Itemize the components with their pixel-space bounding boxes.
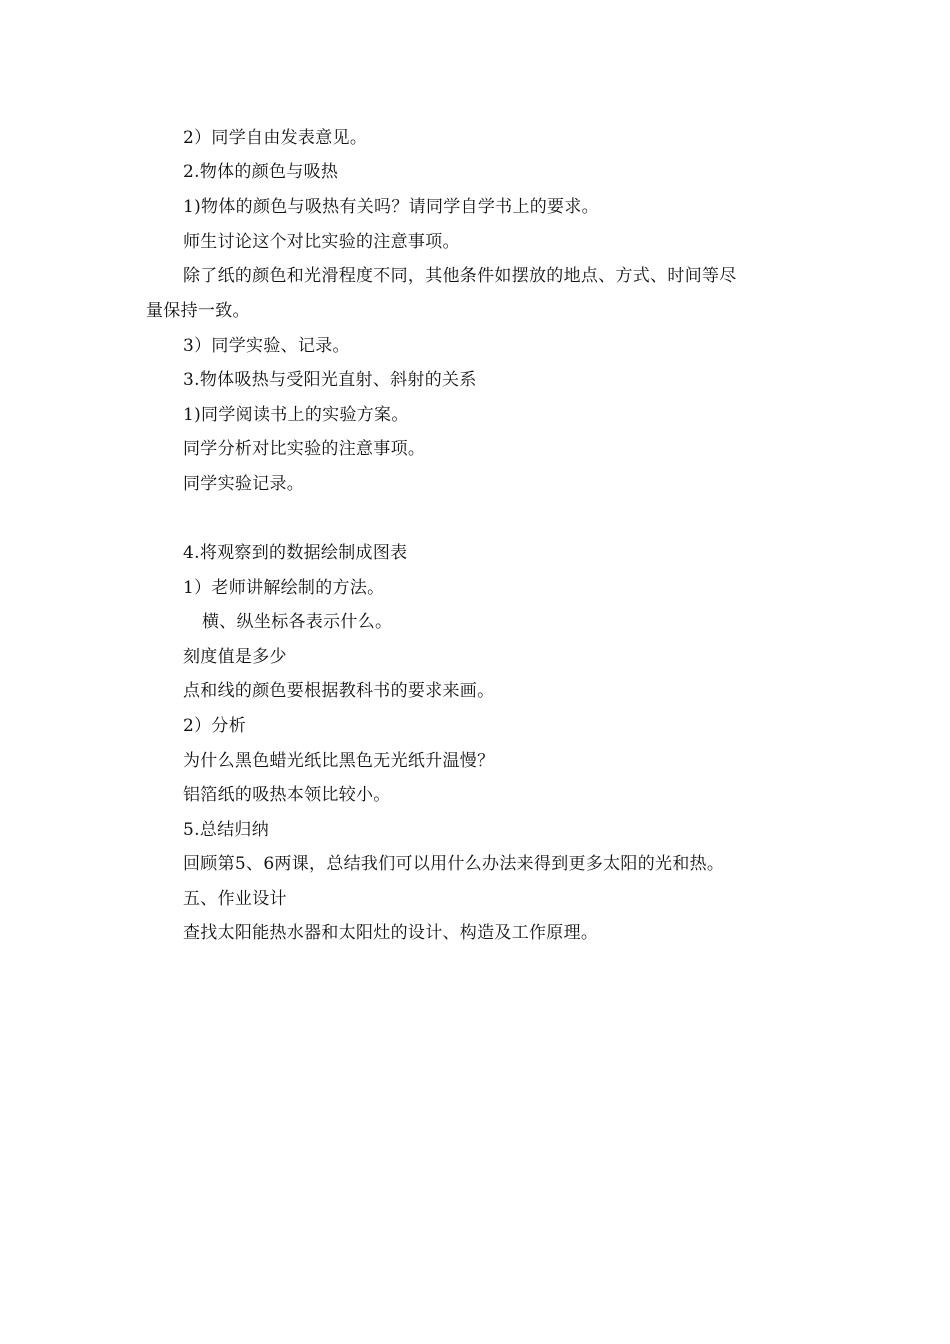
text-line: 师生讨论这个对比实验的注意事项。	[183, 232, 460, 252]
text-line: 2）分析	[183, 716, 247, 736]
text-line: 同学实验记录。	[183, 474, 305, 494]
text-line: 刻度值是多少	[183, 647, 287, 667]
section-heading: 2.物体的颜色与吸热	[183, 162, 339, 182]
text-line: 回顾第5、6两课，总结我们可以用什么办法来得到更多太阳的光和热。	[183, 854, 725, 874]
text-line: 1)同学阅读书上的实验方案。	[183, 405, 409, 425]
section-heading: 五、作业设计	[183, 889, 287, 909]
text-line: 点和线的颜色要根据教科书的要求来画。	[183, 681, 495, 701]
text-line: 2）同学自由发表意见。	[183, 128, 368, 148]
section-heading: 5.总结归纳	[183, 820, 270, 840]
text-line: 3）同学实验、记录。	[183, 336, 350, 356]
text-line: 铝箔纸的吸热本领比较小。	[183, 785, 391, 805]
text-line: 除了纸的颜色和光滑程度不同，其他条件如摆放的地点、方式、时间等尽	[183, 266, 737, 286]
section-heading: 3.物体吸热与受阳光直射、斜射的关系	[183, 370, 477, 390]
text-line: 为什么黑色蜡光纸比黑色无光纸升温慢？	[183, 751, 495, 771]
text-line: 1）老师讲解绘制的方法。	[183, 578, 385, 598]
text-line: 查找太阳能热水器和太阳灶的设计、构造及工作原理。	[183, 923, 599, 943]
section-heading: 4.将观察到的数据绘制成图表	[183, 543, 408, 563]
text-line: 横、纵坐标各表示什么。	[202, 612, 393, 632]
text-line: 同学分析对比实验的注意事项。	[183, 439, 426, 459]
text-line: 量保持一致。	[146, 301, 250, 321]
text-line: 1)物体的颜色与吸热有关吗？请同学自学书上的要求。	[183, 197, 599, 217]
